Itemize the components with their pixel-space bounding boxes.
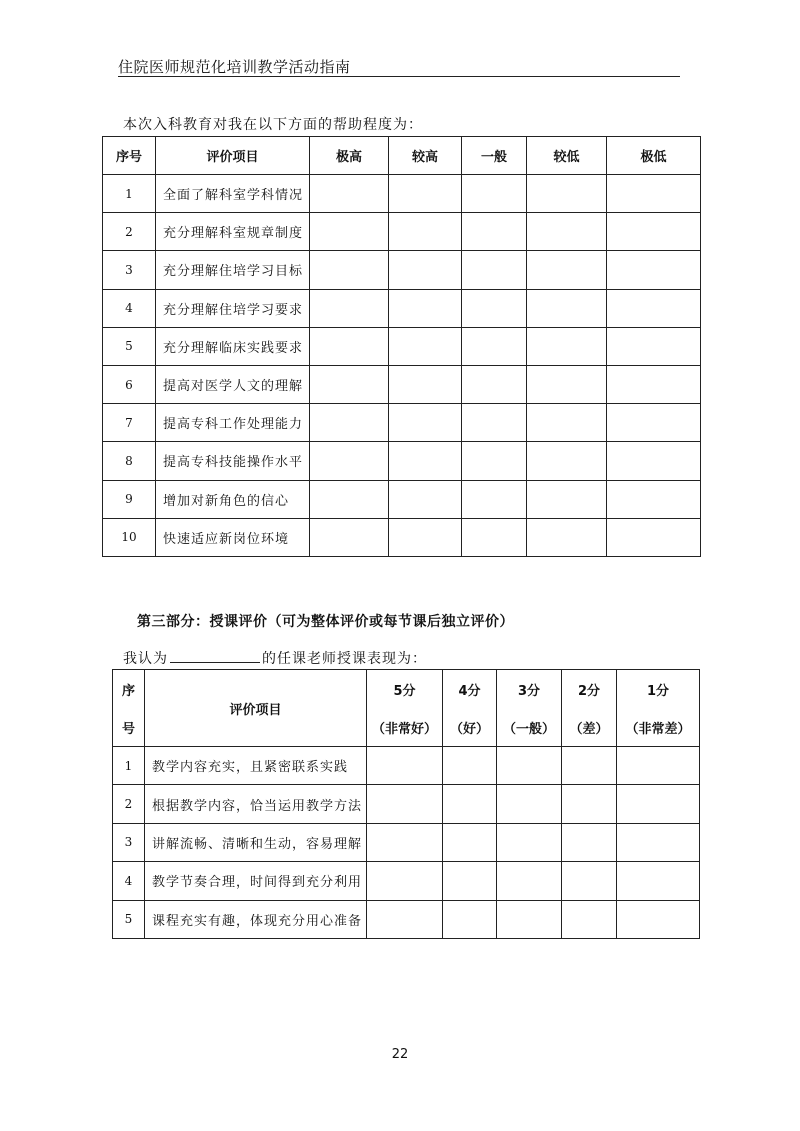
rating-cell[interactable]	[443, 747, 497, 785]
col-header-very-high: 极高	[310, 137, 389, 175]
score-label: 2分	[577, 683, 601, 699]
rating-cell[interactable]	[562, 900, 617, 938]
rating-cell[interactable]	[562, 747, 617, 785]
rating-cell[interactable]	[310, 365, 389, 403]
header-rule	[118, 76, 680, 77]
rating-cell[interactable]	[497, 900, 562, 938]
rating-cell[interactable]	[443, 900, 497, 938]
intro-suffix: 的任课老师授课表现为：	[262, 651, 427, 667]
rating-cell[interactable]	[462, 175, 527, 213]
rating-cell[interactable]	[562, 862, 617, 900]
rating-cell[interactable]	[310, 289, 389, 327]
table-header-row	[103, 137, 701, 175]
rating-cell[interactable]	[462, 518, 527, 556]
row-number: 9	[103, 480, 156, 518]
row-item: 提高对医学人文的理解	[156, 365, 310, 403]
table-row	[113, 747, 700, 785]
rating-cell[interactable]	[462, 251, 527, 289]
rating-cell[interactable]	[607, 365, 701, 403]
table-row	[103, 251, 701, 289]
rating-cell[interactable]	[389, 251, 462, 289]
row-item: 充分理解住培学习目标	[156, 251, 310, 289]
rating-cell[interactable]	[367, 747, 443, 785]
no-top: 序	[121, 683, 135, 699]
score-desc: （非常差）	[625, 721, 691, 737]
rating-cell[interactable]	[527, 404, 607, 442]
rating-cell[interactable]	[527, 442, 607, 480]
rating-cell[interactable]	[497, 823, 562, 861]
section-intro: 本次入科教育对我在以下方面的帮助程度为：	[123, 117, 423, 133]
rating-cell[interactable]	[607, 175, 701, 213]
rating-cell[interactable]	[310, 175, 389, 213]
rating-cell[interactable]	[443, 823, 497, 861]
table-row	[103, 213, 701, 251]
row-number: 5	[113, 900, 145, 938]
rating-cell[interactable]	[310, 251, 389, 289]
table-row	[103, 404, 701, 442]
rating-cell[interactable]	[497, 862, 562, 900]
rating-cell[interactable]	[617, 747, 700, 785]
col-header-score-3	[497, 670, 562, 747]
no-bottom: 号	[121, 721, 135, 737]
score-desc: （差）	[569, 721, 609, 737]
table-row	[113, 785, 700, 823]
teacher-intro-line	[123, 648, 427, 668]
rating-cell[interactable]	[462, 365, 527, 403]
row-number: 5	[103, 327, 156, 365]
rating-cell[interactable]	[527, 518, 607, 556]
rating-cell[interactable]	[367, 785, 443, 823]
row-item: 充分理解住培学习要求	[156, 289, 310, 327]
score-label: 5分	[393, 683, 416, 699]
rating-cell[interactable]	[367, 862, 443, 900]
col-header-item: 评价项目	[156, 137, 310, 175]
rating-cell[interactable]	[389, 404, 462, 442]
page-number: 22	[391, 1047, 409, 1062]
col-header-score-2	[562, 670, 617, 747]
row-item: 充分理解临床实践要求	[156, 327, 310, 365]
col-header-no	[113, 670, 145, 747]
score-label: 1分	[646, 683, 670, 699]
rating-cell[interactable]	[607, 289, 701, 327]
row-number: 8	[103, 442, 156, 480]
row-number: 3	[103, 251, 156, 289]
row-item: 教学内容充实，且紧密联系实践	[145, 747, 367, 785]
rating-cell[interactable]	[607, 251, 701, 289]
rating-cell[interactable]	[367, 823, 443, 861]
rating-cell[interactable]	[367, 900, 443, 938]
row-number: 4	[113, 862, 145, 900]
running-header: 住院医师规范化培训教学活动指南	[118, 58, 351, 76]
teacher-name-blank[interactable]	[170, 648, 260, 663]
score-desc: （一般）	[502, 721, 555, 737]
rating-cell[interactable]	[527, 480, 607, 518]
score-desc: （非常好）	[371, 721, 437, 737]
rating-cell[interactable]	[562, 823, 617, 861]
rating-cell[interactable]	[443, 862, 497, 900]
rating-cell[interactable]	[607, 404, 701, 442]
row-number: 2	[103, 213, 156, 251]
col-header-no: 序号	[103, 137, 156, 175]
rating-cell[interactable]	[462, 213, 527, 251]
rating-cell[interactable]	[389, 518, 462, 556]
rating-cell[interactable]	[389, 213, 462, 251]
rating-cell[interactable]	[310, 327, 389, 365]
table-row	[103, 175, 701, 213]
table-header-row	[113, 670, 700, 747]
col-header-item: 评价项目	[145, 670, 367, 747]
section-3-title: 第三部分：授课评价（可为整体评价或每节课后独立评价）	[137, 614, 514, 630]
row-number: 7	[103, 404, 156, 442]
orientation-evaluation-table	[102, 136, 701, 557]
table-row	[103, 365, 701, 403]
rating-cell[interactable]	[527, 251, 607, 289]
rating-cell[interactable]	[617, 785, 700, 823]
col-header-high: 较高	[389, 137, 462, 175]
rating-cell[interactable]	[497, 747, 562, 785]
rating-cell[interactable]	[527, 213, 607, 251]
score-desc: （好）	[449, 721, 489, 737]
row-number: 6	[103, 365, 156, 403]
col-header-score-1	[617, 670, 700, 747]
teaching-evaluation-table	[112, 669, 700, 939]
rating-cell[interactable]	[562, 785, 617, 823]
table-row	[113, 862, 700, 900]
col-header-score-4	[443, 670, 497, 747]
rating-cell[interactable]	[462, 442, 527, 480]
row-number: 3	[113, 823, 145, 861]
rating-cell[interactable]	[389, 289, 462, 327]
table-row	[113, 900, 700, 938]
row-item: 全面了解科室学科情况	[156, 175, 310, 213]
table-row	[103, 327, 701, 365]
col-header-average: 一般	[462, 137, 527, 175]
rating-cell[interactable]	[310, 213, 389, 251]
rating-cell[interactable]	[527, 289, 607, 327]
row-item: 教学节奏合理，时间得到充分利用	[145, 862, 367, 900]
row-number: 4	[103, 289, 156, 327]
rating-cell[interactable]	[607, 213, 701, 251]
score-label: 3分	[517, 683, 541, 699]
rating-cell[interactable]	[462, 289, 527, 327]
rating-cell[interactable]	[310, 518, 389, 556]
row-item: 讲解流畅、清晰和生动，容易理解	[145, 823, 367, 861]
table-row	[103, 442, 701, 480]
rating-cell[interactable]	[389, 365, 462, 403]
row-item: 提高专科工作处理能力	[156, 404, 310, 442]
rating-cell[interactable]	[607, 327, 701, 365]
table-row	[103, 518, 701, 556]
row-item: 课程充实有趣，体现充分用心准备	[145, 900, 367, 938]
rating-cell[interactable]	[389, 327, 462, 365]
rating-cell[interactable]	[462, 480, 527, 518]
col-header-score-5	[367, 670, 443, 747]
row-item: 提高专科技能操作水平	[156, 442, 310, 480]
row-number: 10	[103, 518, 156, 556]
rating-cell[interactable]	[389, 442, 462, 480]
rating-cell[interactable]	[527, 175, 607, 213]
rating-cell[interactable]	[617, 823, 700, 861]
rating-cell[interactable]	[310, 404, 389, 442]
rating-cell[interactable]	[389, 480, 462, 518]
rating-cell[interactable]	[617, 862, 700, 900]
row-number: 2	[113, 785, 145, 823]
col-header-very-low: 极低	[607, 137, 701, 175]
rating-cell[interactable]	[607, 480, 701, 518]
row-item: 增加对新角色的信心	[156, 480, 310, 518]
rating-cell[interactable]	[310, 442, 389, 480]
table-row	[103, 289, 701, 327]
score-label: 4分	[458, 683, 481, 699]
rating-cell[interactable]	[607, 518, 701, 556]
rating-cell[interactable]	[310, 480, 389, 518]
table-row	[113, 823, 700, 861]
row-item: 快速适应新岗位环境	[156, 518, 310, 556]
rating-cell[interactable]	[389, 175, 462, 213]
table-row	[103, 480, 701, 518]
row-item: 根据教学内容，恰当运用教学方法	[145, 785, 367, 823]
row-item: 充分理解科室规章制度	[156, 213, 310, 251]
rating-cell[interactable]	[462, 404, 527, 442]
rating-cell[interactable]	[527, 327, 607, 365]
rating-cell[interactable]	[527, 365, 607, 403]
row-number: 1	[103, 175, 156, 213]
row-number: 1	[113, 747, 145, 785]
rating-cell[interactable]	[443, 785, 497, 823]
intro-prefix: 我认为	[123, 651, 168, 667]
rating-cell[interactable]	[607, 442, 701, 480]
rating-cell[interactable]	[462, 327, 527, 365]
col-header-low: 较低	[527, 137, 607, 175]
rating-cell[interactable]	[497, 785, 562, 823]
rating-cell[interactable]	[617, 900, 700, 938]
